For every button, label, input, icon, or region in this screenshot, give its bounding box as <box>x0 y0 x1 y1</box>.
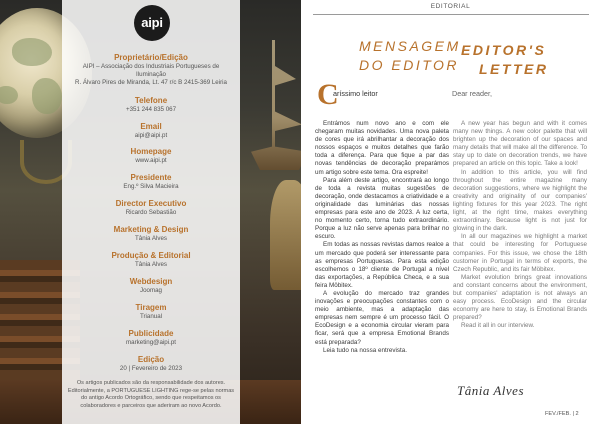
executive-director-value: Ricardo Sebastião <box>125 209 177 216</box>
production-editorial-block <box>66 251 236 269</box>
executive-director-block <box>66 199 236 217</box>
marketing-design-block <box>66 225 236 243</box>
webdesign-title: Webdesign <box>129 277 173 286</box>
circulation-title: Tiragem <box>135 303 167 312</box>
heading-portuguese <box>359 37 461 75</box>
heading-pt-line: MENSAGEM <box>359 38 461 54</box>
editor-signature: Tânia Alves <box>457 383 525 398</box>
editorial-page <box>301 0 600 424</box>
ship-model-photo <box>248 40 301 170</box>
english-column <box>453 120 587 330</box>
publisher-line: Iluminação <box>136 71 166 78</box>
telephone-title: Telefone <box>134 96 168 105</box>
advertising-value: marketing@aipi.pt <box>126 339 176 346</box>
telephone-value: +351 244 835 067 <box>125 106 177 113</box>
heading-en-line: LETTER <box>479 61 549 77</box>
heading-en-line: EDITOR'S <box>461 42 547 58</box>
advertising-block <box>66 329 236 347</box>
homepage-title: Homepage <box>130 147 172 156</box>
pt-paragraph: A evolução do mercado traz grandes inovações e preocupações constantes com o meio ambiente, mas a adaptação das empresas nem sempre é um processo fácil. O EcoDesign e a economia circular vieram para ficar, será que a empresa Emotional Brands está preparada? <box>315 289 449 346</box>
header-rule <box>313 14 589 15</box>
publisher-block <box>66 53 236 87</box>
telephone-block <box>66 96 236 114</box>
heading-english <box>461 41 548 79</box>
masthead-panel <box>62 0 240 424</box>
en-paragraph: In addition to this article, you will find throughout the entire magazine many decoration suggestions, where we highlight the creativity and originality of our companies' lighting fixtures for this year 2023. The right light, at the right time, makes everything extraordinary. Because light is not just for glowing in the dark. <box>453 168 587 233</box>
edition-title: Edição <box>137 355 165 364</box>
en-paragraph: A new year has begun and with it comes many new things. A new color palette that will brighten up the decoration of our spaces and many details that will make all the difference. To stay up to date on decoration trends, we have prepared an article on this topic. Take a look! <box>453 120 587 168</box>
publisher-title: Proprietário/Edição <box>114 53 188 62</box>
salutation-english: Dear reader, <box>452 89 492 98</box>
pt-paragraph: Para além deste artigo, encontrará ao longo de toda a revista muitas sugestões de decoração, onde destacamos a criatividade e a originalidade das luminárias das nossas empresas para este ano de 2023. A luz certa, no momento certo, torna tudo extraordinário. Porque a luz não serve apenas para brilhar no escuro. <box>315 176 449 241</box>
masthead-footnote: Os artigos publicados são da responsabilidade dos autores. Editorialmente, a PORTUGUESE LIGHTING rege-se pelas normas do antigo Acordo Ortográfico, sendo que respeitamos os colaboradores e parceiros que aderiram ao novo Acordo. <box>67 380 235 409</box>
production-editorial-title: Produção & Editorial <box>111 251 191 260</box>
email-value: aipi@aipi.pt <box>134 132 168 139</box>
edition-block <box>66 355 236 373</box>
president-title: Presidente <box>130 173 172 182</box>
en-paragraph: Read it all in our interview. <box>461 322 535 330</box>
publisher-line: R. Álvaro Pires de Miranda, Lt. 47 r/c B 2415-369 Leiria <box>74 79 227 86</box>
aipi-logo: aipi <box>134 5 170 41</box>
pt-paragraph: Em todas as nossas revistas damos realce a um mercado que poderá ser interessante para as empresas Portuguesas. Para esta edição escolhemos o 18º cliente de Portugal a nível das exportações, a República Checa, e a sua feira Möbitex. <box>315 241 449 289</box>
page-folio: FEV./FEB. | 2 <box>545 411 579 417</box>
advertising-title: Publicidade <box>128 329 174 338</box>
email-title: Email <box>140 122 162 131</box>
executive-director-title: Director Executivo <box>115 199 187 208</box>
heading-pt-line: DO EDITOR <box>359 57 460 73</box>
homepage-block <box>66 147 236 165</box>
drop-cap: C <box>317 78 339 111</box>
edition-value: 20 | Fevereiro de 2023 <box>119 365 183 372</box>
lamp-photo <box>270 180 301 290</box>
section-label: EDITORIAL <box>430 3 471 10</box>
portuguese-column <box>315 120 449 355</box>
en-paragraph: In all our magazines we highlight a market that could be interesting for Portuguese companies. For this issue, we chose the 18th customer in Portugal in terms of exports, the Czech Republic, and its fair Möbitex. <box>453 233 587 273</box>
en-paragraph: Market evolution brings great innovations and constant concerns about the environment, but companies' adaptation is not always an easy process. EcoDesign and the circular economy are here to stay, is Emotional Brands prepared? <box>453 273 587 322</box>
publisher-line: AIPI – Associação dos Industriais Portugueses de <box>82 63 220 70</box>
president-value: Eng.º Silva Macieira <box>123 183 179 190</box>
circulation-value: Trianual <box>139 313 163 320</box>
marketing-design-value: Tânia Alves <box>135 235 167 242</box>
webdesign-block <box>66 277 236 295</box>
circulation-block <box>66 303 236 321</box>
homepage-value: www.aipi.pt <box>135 157 167 164</box>
pt-paragraph: Leia tudo na nossa entrevista. <box>323 346 408 354</box>
webdesign-value: Joomag <box>139 287 162 294</box>
production-editorial-value: Tânia Alves <box>135 261 167 268</box>
salutation-portuguese: aríssimo leitor <box>333 89 378 98</box>
president-block <box>66 173 236 191</box>
email-block <box>66 122 236 140</box>
marketing-design-title: Marketing & Design <box>113 225 189 234</box>
pt-paragraph: Entrámos num novo ano e com ele chegaram muitas novidades. Uma nova paleta de cores que irá abrilhantar a decoração dos nossos espaços e muitos detalhes que farão toda a diferença. Para que fique a par das novas tendências de decoração preparámos um artigo sobre este tema. Ora espreite! <box>315 120 449 176</box>
